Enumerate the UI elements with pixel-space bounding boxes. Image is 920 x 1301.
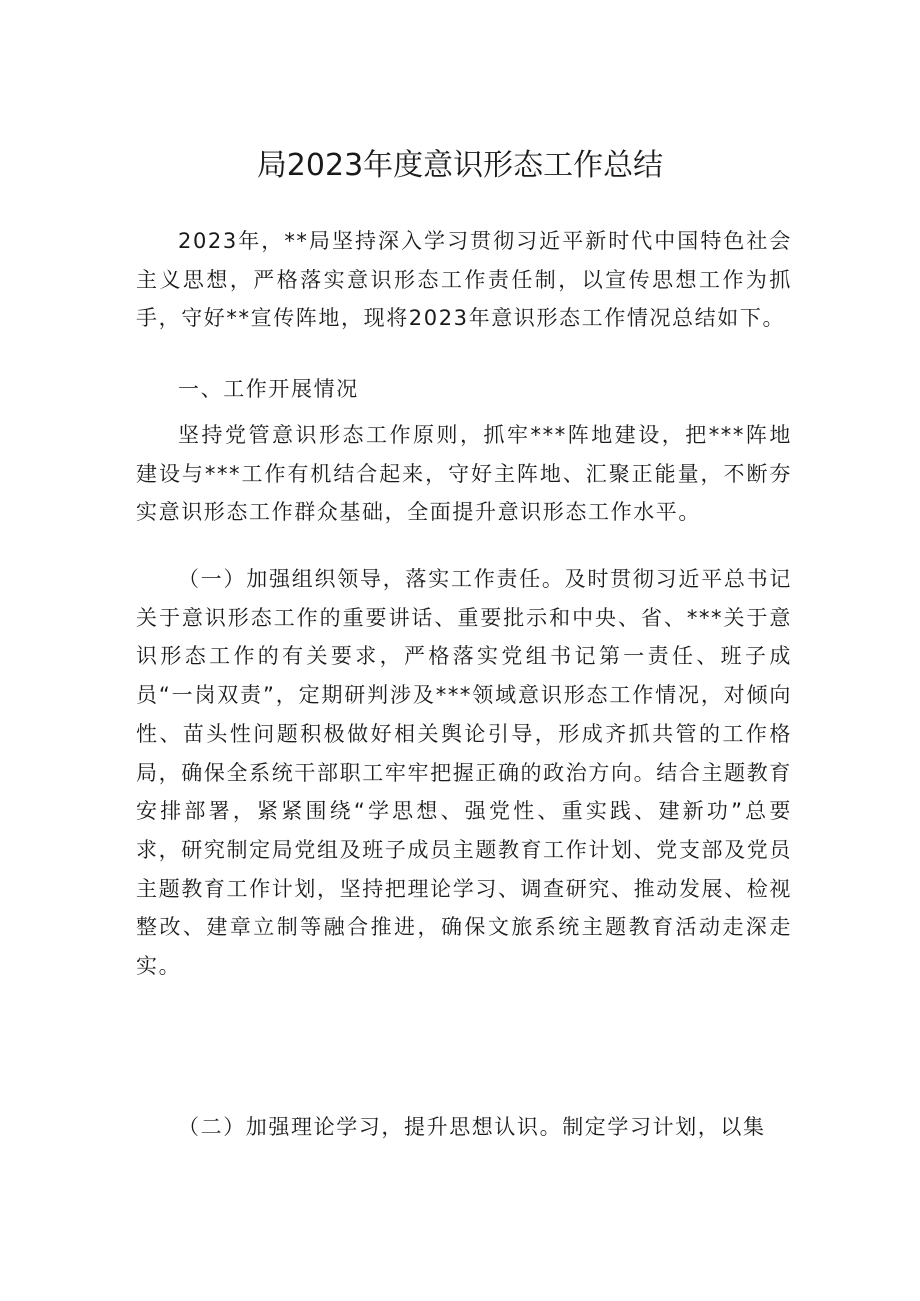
document-title: 局2023年度意识形态工作总结 — [256, 148, 664, 184]
section-summary-paragraph: 坚持党管意识形态工作原则，抓牢***阵地建设，把***阵地建设与***工作有机结合起来，守好主阵地、汇聚正能量，不断夯实意识形态工作群众基础，全面提升意识形态工作水平。 — [136, 423, 792, 525]
item-two-paragraph: （二）加强理论学习，提升思想认识。制定学习计划，以集 — [178, 1115, 766, 1139]
intro-paragraph: 2023年，**局坚持深入学习贯彻习近平新时代中国特色社会主义思想，严格落实意识形态工作责任制，以宣传思想工作为抓手，守好**宣传阵地，现将2023年意识形态工作情况总结如下。 — [136, 229, 792, 331]
section-heading: 一、工作开展情况 — [178, 377, 359, 401]
item-one-paragraph: （一）加强组织领导，落实工作责任。及时贯彻习近平总书记关于意识形态工作的重要讲话、重要批示和中央、省、***关于意识形态工作的有关要求，严格落实党组书记第一责任、班子成员“一岗双责”，定期研判涉及***领域意识形态工作情况，对倾向性、苗头性问题积极做好相关舆论引导，形成齐抓共管的工作格局，确保全系统干部职工牢牢把握正确的政治方向。结合主题教育安排部署，紧紧围绕“学思想、强党性、重实践、建新功”总要求，研究制定局党组及班子成员主题教育工作计划、党支部及党员主题教育工作计划，坚持把理论学习、调查研究、推动发展、检视整改、建章立制等融合推进，确保文旅系统主题教育活动走深走实。 — [136, 567, 792, 979]
